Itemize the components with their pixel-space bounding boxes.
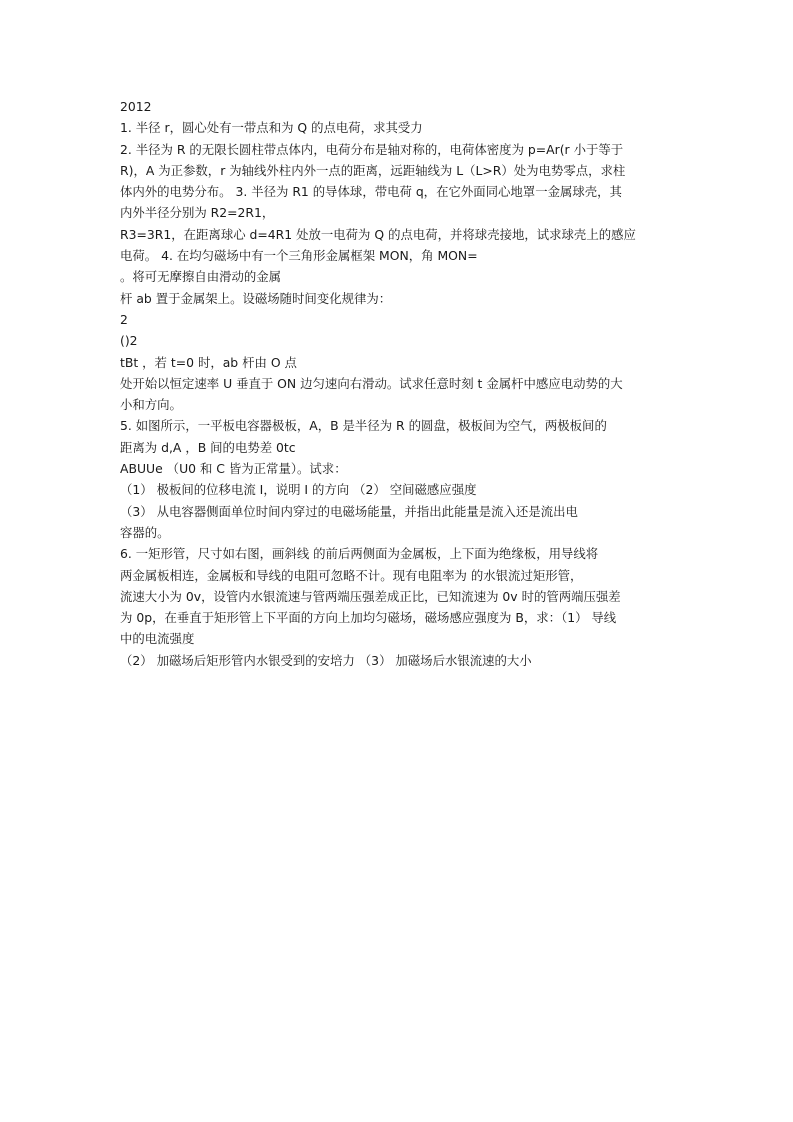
text-line-problem-4-b: 。将可无摩擦自由滑动的金属 — [120, 269, 282, 285]
text-line-problem-3-a: 内外半径分别为 R2=2R1， — [120, 205, 275, 221]
text-line-problem-6-e: 中的电流强度 — [120, 631, 195, 647]
text-line-problem-4-d: 处开始以恒定速率 U 垂直于 ON 边匀速向右滑动。试求任意时刻 t 金属杆中感应电动势的大 — [120, 375, 623, 391]
text-line-problem-5-e: （3） 从电容器侧面单位时间内穿过的电磁场能量，并指出此能量是流入还是流出电 — [120, 503, 578, 519]
text-line-problem-2-a: 2. 半径为 R 的无限长圆柱带点体内，电荷分布是轴对称的，电荷体密度为 p=Ar(r 小于等于 — [120, 141, 624, 157]
text-line-problem-5-a: 5. 如图所示，一平板电容器极板，A，B 是半径为 R 的圆盘，极板间为空气，两极板间的 — [120, 418, 607, 434]
text-line-problem-4-a: 电荷。 4. 在均匀磁场中有一个三角形金属框架 MON，角 MON= — [120, 248, 478, 264]
text-line-problem-5-b: 距离为 d,A ，B 间的电势差 0tc — [120, 439, 296, 455]
text-line-problem-6-f: （2） 加磁场后矩形管内水银受到的安培力 （3） 加磁场后水银流速的大小 — [120, 652, 532, 668]
text-line-problem-2-c: 体内外的电势分布。 3. 半径为 R1 的导体球，带电荷 q，在它外面同心地罩一金属球壳，其 — [120, 184, 622, 200]
text-line-formula-3: tBt ，若 t=0 时，ab 杆由 O 点 — [120, 354, 297, 370]
text-line-problem-5-c: ABUUe （U0 和 C 皆为正常量）。试求： — [120, 461, 347, 477]
text-line-problem-5-f: 容器的。 — [120, 524, 170, 540]
text-line-problem-6-b: 两金属板相连，金属板和导线的电阻可忽略不计。现有电阻率为 的水银流过矩形管， — [120, 567, 583, 583]
text-line-problem-3-b: R3=3R1，在距离球心 d=4R1 处放一电荷为 Q 的点电荷，并将球壳接地，试求球壳上的感应 — [120, 226, 636, 242]
text-line-problem-4-e: 小和方向。 — [120, 397, 182, 413]
document-body — [120, 96, 680, 671]
text-line-year: 2012 — [120, 99, 152, 114]
text-line-problem-5-d: （1） 极板间的位移电流 I，说明 I 的方向 （2） 空间磁感应强度 — [120, 482, 477, 498]
text-line-formula-2: ()2 — [120, 333, 138, 349]
text-line-formula-1: 2 — [120, 311, 128, 327]
text-line-problem-6-c: 流速大小为 0v，设管内水银流速与管两端压强差成正比，已知流速为 0v 时的管两端压强差 — [120, 588, 621, 604]
text-line-problem-1: 1. 半径 r，圆心处有一带点和为 Q 的点电荷，求其受力 — [120, 120, 423, 136]
text-line-problem-2-b: R)，A 为正参数，r 为轴线外柱内外一点的距离，远距轴线为 L（L>R）处为电势零点，求柱 — [120, 162, 626, 178]
text-line-problem-6-a: 6. 一矩形管，尺寸如右图，画斜线 的前后两侧面为金属板，上下面为绝缘板，用导线将 — [120, 546, 599, 562]
text-line-problem-6-d: 为 0p，在垂直于矩形管上下平面的方向上加均匀磁场，磁场感应强度为 B，求：（1） 导线 — [120, 610, 617, 626]
text-line-problem-4-c: 杆 ab 置于金属架上。设磁场随时间变化规律为： — [120, 290, 392, 306]
